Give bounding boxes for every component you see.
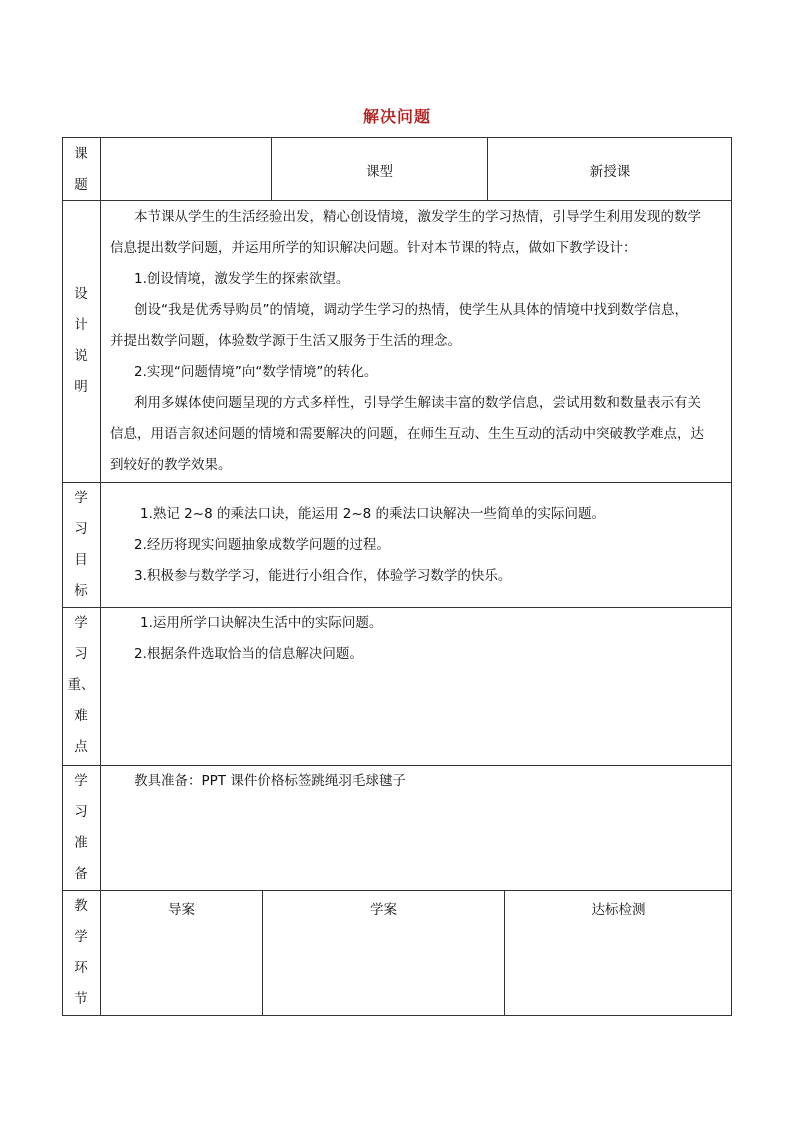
row-preparation-divider <box>100 765 101 891</box>
lesson-type-label: 课型 <box>366 164 393 180</box>
process-label: 教 学 环 节 <box>74 898 88 1007</box>
topic-label: 课 题 <box>74 146 88 193</box>
process-column-study: 学案 <box>370 902 397 918</box>
process-column-guide: 导案 <box>168 902 195 918</box>
process-column-assessment: 达标检测 <box>591 902 646 918</box>
row-objectives-divider <box>100 482 101 608</box>
design-label: 设 计 说 明 <box>74 286 88 395</box>
document-title: 解决问题 <box>362 107 431 126</box>
preparation-text: 教具准备：PPT 课件价格标签跳绳羽毛球毽子 <box>134 773 406 789</box>
key-points-text: 1.运用所学口诀解决生活中的实际问题。 2.根据条件选取恰当的信息解决问题。 <box>134 615 383 662</box>
row-topic-divider-1 <box>100 137 101 201</box>
row-key-points-divider <box>100 607 101 766</box>
design-text: 本节课从学生的生活经验出发，精心创设情境，激发学生的学习热情，引导学生利用发现的数学 信息提出数学问题，并运用所学的知识解决问题。针对本节课的特点，做如下教学设计： 1.创设情境，激发学生的探索欲望。 创设“我是优秀导购员”的情境，调动学生学习的热情，使学生从具体的情境中找到数学信息， 并提出数学问题，体验数学源于生活又服务于生活的理念。 2.实现“问题情境”向“数学情境”的转化。 利用多媒体使问题呈现的方式多样性，引导学生解读丰富的数学信息，尝试用数和数量表示有关 信息，用语言叙述问题的情境和需要解决的问题，在师生互动、生生互动的活动中突破教学难点，达 到较好的教学效果。 <box>110 209 704 473</box>
preparation-label: 学 习 准 备 <box>74 773 88 882</box>
objectives-text: 1.熟记 2~8 的乘法口诀，能运用 2~8 的乘法口诀解决一些简单的实际问题。 2.经历将现实问题抽象成数学问题的过程。 3.积极参与数学学习，能进行小组合作，体验学习数学的快乐。 <box>134 506 606 584</box>
objectives-label: 学 习 目 标 <box>74 490 88 599</box>
row-design-divider <box>100 200 101 483</box>
key-points-label: 学 习 重、 难 点 <box>67 615 95 755</box>
lesson-type-value: 新授课 <box>589 164 631 180</box>
